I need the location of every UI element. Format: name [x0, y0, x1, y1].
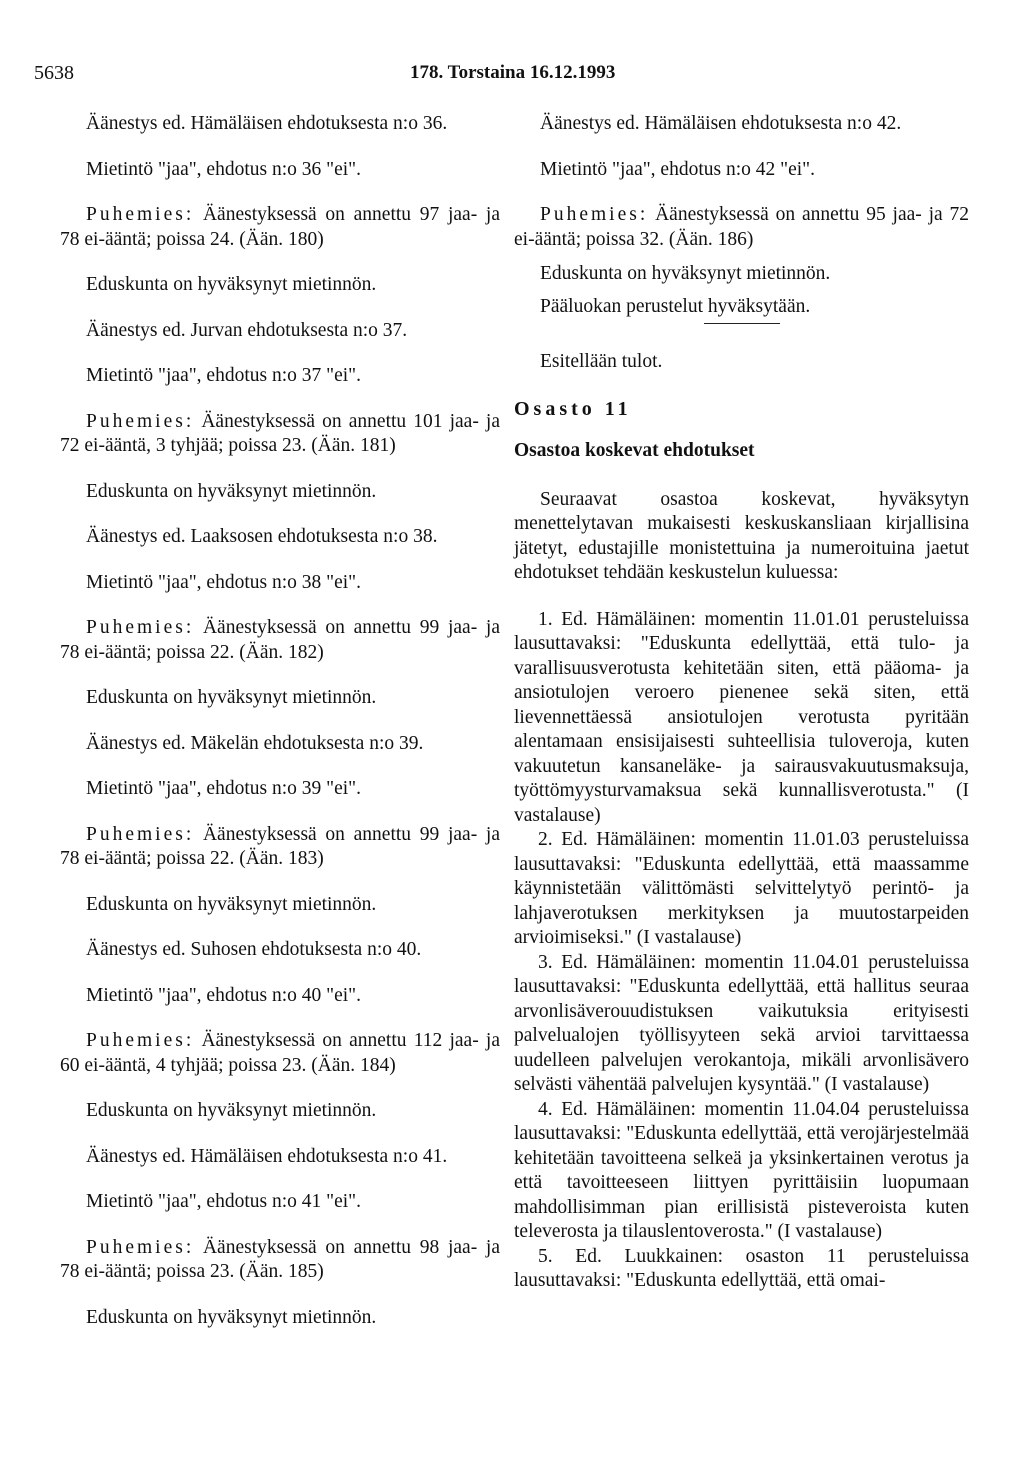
speaker-name: Puhemies: [86, 1236, 195, 1258]
speaker-text: Äänestyksessä on annettu 97 jaa- ja 78 ei-ääntä; poissa 24. (Ään. 180) [60, 204, 500, 250]
paragraph: Äänestys ed. Hämäläisen ehdotuksesta n:o 36. [86, 113, 448, 134]
speaker-text: Äänestyksessä on annettu 99 jaa- ja 78 ei-ääntä; poissa 22. (Ään. 183) [60, 823, 500, 869]
speaker-name: Puhemies: [86, 204, 195, 225]
paragraph: Eduskunta on hyväksynyt mietinnön. [86, 274, 377, 295]
paragraph: Mietintö "jaa", ehdotus n:o 36 "ei". [86, 158, 362, 180]
speaker-text: Äänestyksessä on annettu 112 jaa- ja 60 ei-ääntä, 4 tyhjää; poissa 23. (Ään. 184) [60, 1030, 500, 1076]
paragraph: Mietintö "jaa", ehdotus n:o 38 "ei". [86, 571, 362, 593]
speaker-paragraph [60, 410, 500, 459]
running-title: 178. Torstaina 16.12.1993 [410, 62, 616, 83]
paragraph: Äänestys ed. Hämäläisen ehdotuksesta n:o 41. [86, 1145, 448, 1167]
paragraph: Mietintö "jaa", ehdotus n:o 37 "ei". [86, 365, 362, 386]
paragraph: Äänestys ed. Suhosen ehdotuksesta n:o 40. [86, 939, 422, 960]
speaker-name: Puhemies: [86, 410, 195, 432]
paragraph: Esitellään tulot. [540, 351, 663, 372]
paragraph: Eduskunta on hyväksynyt mietinnön. [86, 480, 377, 502]
paragraph: Eduskunta on hyväksynyt mietinnön. [86, 687, 377, 708]
section-subtitle: Osastoa koskevat ehdotukset [514, 440, 755, 461]
speaker-name: Puhemies: [86, 1030, 195, 1051]
speaker-text: Äänestyksessä on annettu 98 jaa- ja 78 ei-ääntä; poissa 23. (Ään. 185) [60, 1236, 500, 1282]
divider [704, 323, 780, 324]
speaker-name: Puhemies: [540, 204, 649, 225]
paragraph: Äänestys ed. Laaksosen ehdotuksesta n:o 38. [86, 526, 438, 547]
speaker-paragraph [60, 203, 500, 252]
list-item: 3. Ed. Hämäläinen: momentin 11.04.01 perusteluissa lausuttavaksi: "Eduskunta edellyttää, että hallitus seuraa arvonlisäverouudistuksen vaikutuksia erityisesti palvelualojen työllisyyteen sekä arvioi tarvittaessa uudelleen palvelujen verokantoja, mikäli arvonlisävero selvästi vähentää palvelujen kysyntää." (I vastalause) [514, 951, 969, 1095]
paragraph: Äänestys ed. Jurvan ehdotuksesta n:o 37. [86, 319, 408, 341]
speaker-text: Äänestyksessä on annettu 95 jaa- ja 72 ei-ääntä; poissa 32. (Ään. 186) [514, 204, 969, 250]
paragraph: Eduskunta on hyväksynyt mietinnön. [86, 1306, 377, 1328]
paragraph: Mietintö "jaa", ehdotus n:o 41 "ei". [86, 1191, 362, 1212]
paragraph: Eduskunta on hyväksynyt mietinnön. [540, 263, 831, 284]
paragraph: Mietintö "jaa", ehdotus n:o 40 "ei". [86, 984, 362, 1006]
paragraph: Äänestys ed. Mäkelän ehdotuksesta n:o 39. [86, 732, 424, 754]
speaker-paragraph [60, 1029, 500, 1078]
page-number: 5638 [34, 62, 74, 84]
speaker-name: Puhemies: [86, 823, 195, 845]
speaker-paragraph [514, 203, 969, 252]
left-column [60, 112, 500, 1351]
paragraph: Mietintö "jaa", ehdotus n:o 39 "ei". [86, 778, 362, 799]
paragraph: Pääluokan perustelut hyväksytään. [540, 295, 811, 317]
list-item: 1. Ed. Hämäläinen: momentin 11.01.01 perusteluissa lausuttavaksi: "Eduskunta edellyttää, että tulo- ja varallisuusverotusta kehitetään siten, että pääoma- ja ansiotulojen veroero pienenee sekä siten, että lievennettäessä ansiotulojen verotusta pyritään alentamaan ensisijaisesti suhteellisia tuloveroja, kuten vakuutetun kansaneläke- ja sairausvakuutusmaksuja, työttömyysturvamaksua sekä kunnallisverotusta." (I vastalause) [514, 608, 969, 826]
page-header [34, 62, 994, 92]
intro-paragraph: Seuraavat osastoa koskevat, hyväksytyn menettelytavan mukaisesti keskuskansliaan kirjallisina jätetyt, edustajille monistettuina ja numeroituina jaetut ehdotukset tehdään keskustelun kuluessa: [514, 488, 969, 583]
section-title: Osasto 11 [514, 397, 632, 420]
list-item: 2. Ed. Hämäläinen: momentin 11.01.03 perusteluissa lausuttavaksi: "Eduskunta edellyttää, että maassamme käynnistetään välittömästi selvittelytyö perintö- ja lahjaverotuksen merkityksen ja muutostarpeiden arvioimiseksi." (I vastalause) [514, 829, 969, 948]
speaker-paragraph [60, 616, 500, 665]
speaker-text: Äänestyksessä on annettu 101 jaa- ja 72 ei-ääntä, 3 tyhjää; poissa 23. (Ään. 181) [60, 410, 500, 456]
speaker-paragraph [60, 823, 500, 872]
list-item: 4. Ed. Hämäläinen: momentin 11.04.04 perusteluissa lausuttavaksi: "Eduskunta edellyttää, että verojärjestelmää kehitetään tavoitteena selkeä ja yksinkertainen verotus ja että tavoitteeseen liittyen pyrittäisiin luopumaan mahdollisimman pian erillisistä pisteveroista kuten televerosta ja tilauslentoverosta." (I vastalause) [514, 1098, 969, 1242]
speaker-paragraph [60, 1236, 500, 1285]
paragraph: Äänestys ed. Hämäläisen ehdotuksesta n:o 42. [540, 113, 902, 134]
list-item: 5. Ed. Luukkainen: osaston 11 perusteluissa lausuttavaksi: "Eduskunta edellyttää, että omai- [514, 1245, 969, 1291]
paragraph: Eduskunta on hyväksynyt mietinnön. [86, 893, 377, 915]
paragraph: Eduskunta on hyväksynyt mietinnön. [86, 1100, 377, 1121]
paragraph: Mietintö "jaa", ehdotus n:o 42 "ei". [540, 158, 816, 180]
speaker-text: Äänestyksessä on annettu 99 jaa- ja 78 ei-ääntä; poissa 22. (Ään. 182) [60, 617, 500, 663]
speaker-name: Puhemies: [86, 617, 195, 638]
right-column [514, 112, 969, 1294]
